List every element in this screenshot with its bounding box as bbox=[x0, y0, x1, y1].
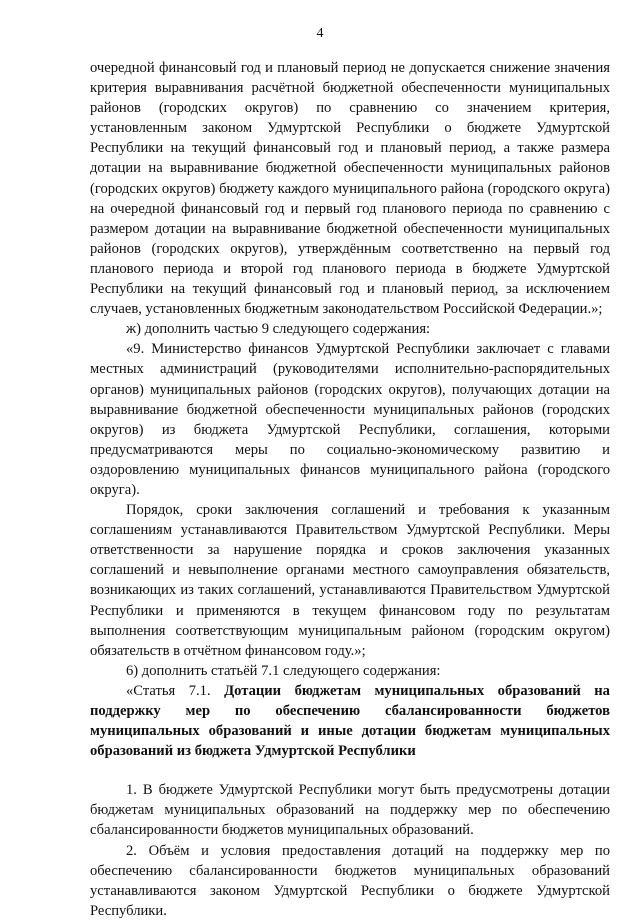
paragraph-part-9: «9. Министерство финансов Удмуртской Республики заключает с главами местных администраций (руководителями исполнительно-распорядительных органов) муниципальных районов (городских округов), получающих дотации на выравнивание бюджетной обеспеченности муниципальных районов (городских округов) из бюджета Удмуртской Республики, соглашения, которыми предусматриваются меры по социально-экономическому развитию и оздоровлению муниципальных финансов муниципального района (городского округа). bbox=[90, 341, 610, 498]
article-title: Дотации бюджетам муниципальных образований на поддержку мер по обеспечению сбалансированности бюджетов муниципальных образований и иные дотации бюджетам муниципальных образований из бюджета Удмуртской Республики bbox=[90, 682, 610, 760]
article-paragraph-2: 2. Объём и условия предоставления дотаций на поддержку мер по обеспечению сбалансированности бюджетов муниципальных образований устанавливаются законом Удмуртской Республики о бюджете Удмуртской Республики. bbox=[90, 842, 610, 919]
paragraph-amendment-zh: ж) дополнить частью 9 следующего содержания: bbox=[126, 321, 431, 338]
article-prefix: «Статья 7.1. bbox=[126, 682, 225, 699]
article-paragraph-1: 1. В бюджете Удмуртской Республики могут быть предусмотрены дотации бюджетам муниципальных образований на поддержку мер по обеспечению сбалансированности бюджетов муниципальных образований. bbox=[90, 782, 610, 839]
paragraph-amendment-6: 6) дополнить статьёй 7.1 следующего содержания: bbox=[126, 662, 441, 679]
document-body bbox=[90, 58, 610, 921]
paragraph-continuation: очередной финансовый год и плановый период не допускается снижение значения критерия выравнивания расчётной бюджетной обеспеченности муниципальных районов (городских округов) по сравнению со значением критерия, установленным законом Удмуртской Республики о бюджете Удмуртской Республики на текущий финансовый год и плановый период, а также размера дотации на выравнивание бюджетной обеспеченности муниципальных районов (городских округов) бюджету каждого муниципального района (городского округа) на очередной финансовый год и первый год планового периода по сравнению с размером дотации на выравнивание бюджетной обеспеченности муниципальных районов (городских округов), утверждённым соответственно на первый год планового периода и второй год планового периода в бюджете Удмуртской Республики на текущий финансовый год и плановый период, за исключением случаев, установленных бюджетным законодательством Российской Федерации.»; bbox=[90, 60, 610, 318]
page-number: 4 bbox=[316, 26, 324, 41]
paragraph-procedure: Порядок, сроки заключения соглашений и требования к указанным соглашениям устанавливаются Правительством Удмуртской Республики. Меры ответственности за нарушение порядка и сроков заключения указанных соглашений и невыполнение органами местного самоуправления обязательств, возникающих из таких соглашений, устанавливаются Правительством Удмуртской Республики и применяются в текущем финансовом году по результатам выполнения соответствующим муниципальным районом (городским округом) обязательств в отчётном финансовом году.»; bbox=[90, 502, 610, 659]
article-heading bbox=[90, 681, 610, 761]
